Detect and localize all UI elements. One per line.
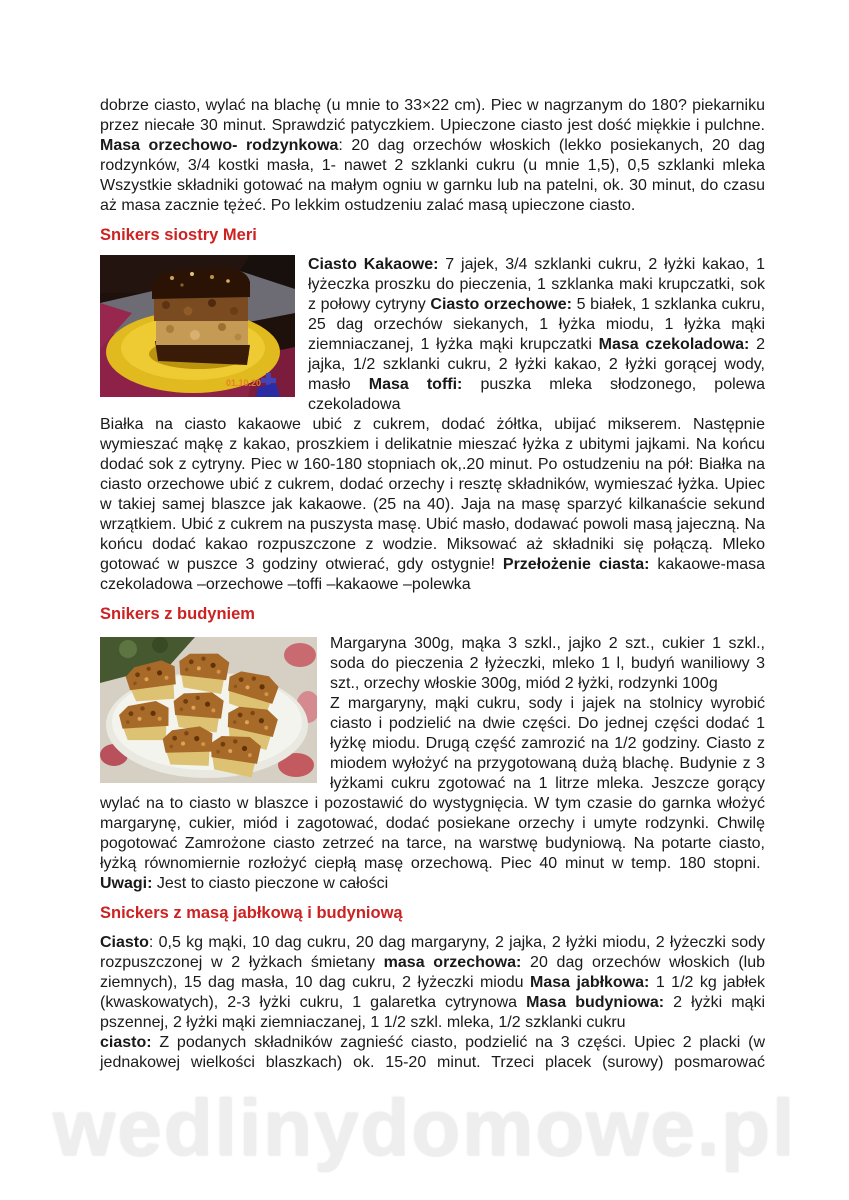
watermark: wedlinydomowe.pl [52, 1083, 797, 1172]
section2-instructions: Z margaryny, mąki cukru, sody i jajek na stolnicy wyrobić ciasto i podzielić na dwie części. Do jednej części dodać 1 łyżkę miodu. Drugą część zamrozić na 1/2 godziny. Ciasto z miodem wyłożyć na przygotowaną dużą blachę. Budynie z 3 łyżkami cukru zgotować na 1 litrze mleka. Jeszcze gorący wylać na to ciasto w blaszce i pozostawić do wystygnięcia. W tym czasie do garnka włożyć margarynę, cukier, miód i zagotować, dodać posiekane orzechy i umyte rodzynki. Chwilę pogotować Zamrożone ciasto zetrzeć na tarce, na warstwę budyniową. Na potarte ciasto, łyżką równomiernie rozłożyć ciepłą masę orzechową. Piec 40 minut w temp. 180 stopni. Uwagi: Jest to ciasto pieczone w całości [100, 695, 765, 892]
intro-paragraph: dobrze ciasto, wylać na blachę (u mnie to 33×22 cm). Piec w nagrzanym do 180? piekarniku przez niecałe 30 minut. Sprawdzić patyczkiem. Upieczone ciasto jest dość miękkie i pulchne. Masa orzechowo- rodzynkowa: 20 dag orzechów włoskich (lekko posiekanych, 20 dag rodzynków, 3/4 kostki masła, 1- nawet 2 szklanki cukru (u mnie 1,5), 0,5 szklanki mleka Wszystkie składniki gotować na małym ogniu w garnku lub na patelni, ok. 30 minut, do czasu aż masa zacznie tężeć. Po lekkim ostudzeniu zalać masą upieczone ciasto. [100, 97, 766, 214]
cake-pieces-photo [100, 637, 317, 783]
document-content [100, 96, 765, 1073]
section1-media-row [100, 255, 765, 415]
section1-instructions: Białka na ciasto kakaowe ubić z cukrem, dodać żółtka, ubijać mikserem. Następnie wymieszać mąkę z kakao, proszkiem i delikatnie mieszać łyżka z ubitymi jajkami. Na końcu dodać sok z cytryny. Piec w 160-180 stopniach ok,.20 minut. Po ostudzeniu na pół: Białka na ciasto orzechowe ubić z cukrem, dodać orzechy i resztę składników, wymieszać łyżka. Upiec w takiej samej blaszce jak kakaowe. (25 na 40). Jaja na masę sparzyć kilkanaście sekund wrzątkiem. Ubić z cukrem na puszysta masę. Ubić masło, dodawać powoli masą jajeczną. Na końcu dodać kakao rozpuszczone z wodzie. Miksować aż składniki się połączą. Mleko gotować w puszce 3 godziny otwierać, gdy ostygnie! Przełożenie ciasta: kakaowe-masa czekoladowa –orzechowe –toffi –kakaowe –polewka [100, 416, 766, 593]
section1-ingredients: Ciasto Kakaowe: 7 jajek, 3/4 szklanki cukru, 2 łyżki kakao, 1 łyżeczka proszku do pieczenia, 1 szklanka maki krupczatki, sok z połowy cytryny Ciasto orzechowe: 5 białek, 1 szklanka cukru, 25 dag orzechów siekanych, 1 łyżka miodu, 1 łyżka mąki ziemniaczanej, 1 łyżka mąki krupczatki Masa czekoladowa: 2 jajka, 1/2 szklanki cukru, 2 łyżki kakao, 2 łyżki gorącej wody, masło Masa toffi: puszka mleka słodzonego, polewa czekoladowa [308, 256, 766, 413]
section2-ingredients: Margaryna 300g, mąka 3 szkl., jajko 2 szt., cukier 1 szkl., soda do pieczenia 2 łyżeczki, mleko 1 l, budyń waniliowy 3 szt., orzechy włoskie 300g, miód 2 łyżki, rodzynki 100g [330, 635, 765, 692]
recipe-heading-snikers-siostry-meri: Snikers siostry Meri [100, 226, 257, 244]
photo-date-stamp: 01.10.20 [226, 378, 262, 388]
recipe-heading-snikers-z-budyniem: Snikers z budyniem [100, 605, 255, 623]
section3-instructions: ciasto: Z podanych składników zagnieść ciasto, podzielić na 3 części. Upiec 2 placki (w jednakowej wielkości blaszkach) ok. 15-20 minut. Trzeci placek (surowy) posmarować [100, 1034, 765, 1071]
section3-ingredients: Ciasto: 0,5 kg mąki, 10 dag cukru, 20 dag margaryny, 2 jajka, 2 łyżki miodu, 2 łyżeczki sody rozpuszczonej w 2 łyżkach śmietany masa orzechowa: 20 dag orzechów włoskich (lub ziemnych), 15 dag masła, 10 dag cukru, 2 łyżeczki miodu Masa jabłkowa: 1 1/2 kg jabłek (kwaskowatych), 2-3 łyżki cukru, 1 galaretka cytrynowa Masa budyniowa: 2 łyżki mąki pszennej, 2 łyżki mąki ziemniaczanej, 1 1/2 szkl. mleka, 1/2 szklanki cukru [100, 934, 766, 1031]
recipe-heading-snickers-z-masa-jablkowa: Snickers z masą jabłkową i budyniową [100, 904, 403, 922]
cake-slice-photo [100, 255, 295, 397]
section2-body [100, 634, 765, 894]
